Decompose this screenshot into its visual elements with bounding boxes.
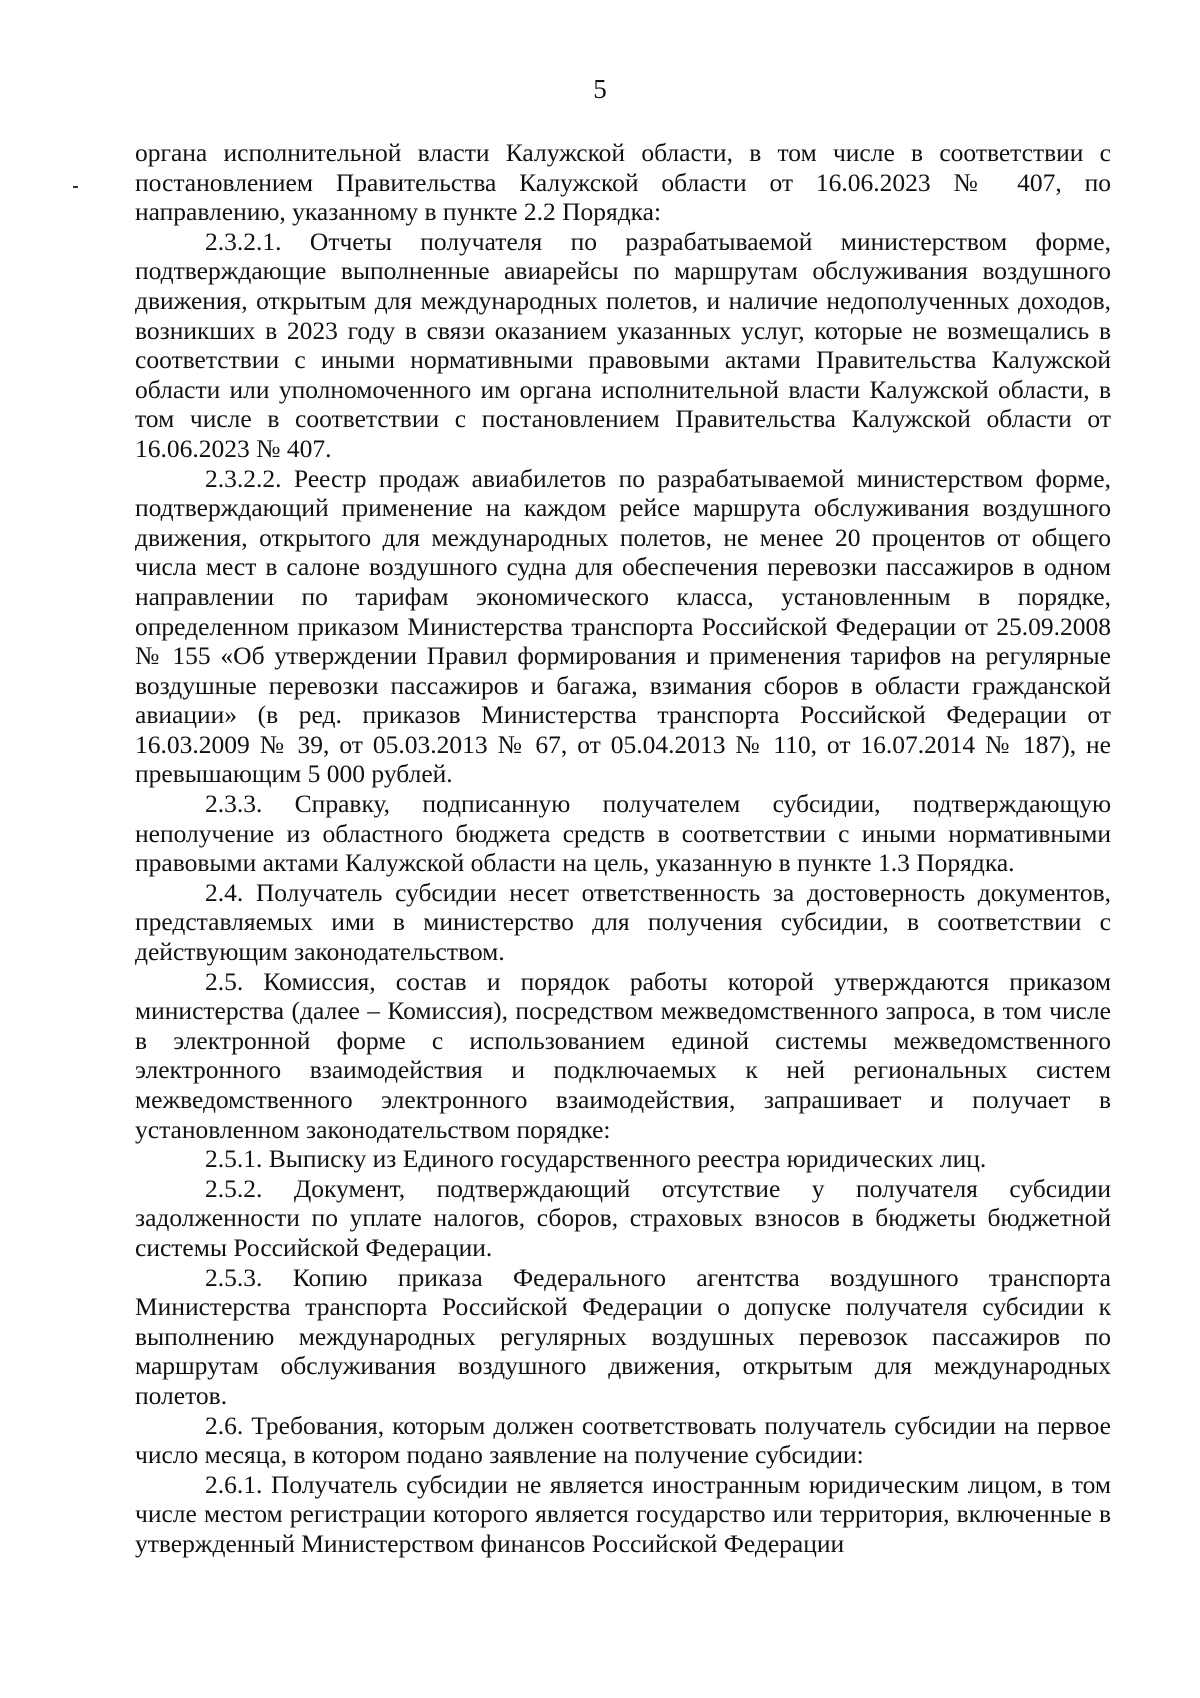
paragraph-continuation: органа исполнительной власти Калужской области, в том числе в соответствии с постановлением Правительства Калужской области от 16.06.2023 № 407, по направлению, указанному в пункте 2.2 Порядка: — [135, 138, 1111, 227]
scan-mark — [73, 186, 78, 188]
paragraph-2-6-1: 2.6.1. Получатель субсидии не является иностранным юридическим лицом, в том числе местом регистрации которого является государство или территория, включенные в утвержденный Министерством финансов Российской Федерации — [135, 1469, 1111, 1558]
paragraph-2-5-3: 2.5.3. Копию приказа Федерального агентства воздушного транспорта Министерства транспорта Российской Федерации о допуске получателя субсидии к выполнению международных регулярных воздушных перевозок пассажиров по маршрутам обслуживания воздушного движения, открытым для международных полетов. — [135, 1262, 1111, 1410]
paragraph-2-4: 2.4. Получатель субсидии несет ответственность за достоверность документов, представляемых ими в министерство для получения субсидии, в соответствии с действующим законодательством. — [135, 877, 1111, 967]
paragraph-2-5-1: 2.5.1. Выписку из Единого государственного реестра юридических лиц. — [205, 1144, 987, 1174]
paragraph-2-3-2-2: 2.3.2.2. Реестр продаж авиабилетов по разрабатываемой министерством форме, подтверждающий применение на каждом рейсе маршрута обслуживания воздушного движения, открытого для международных полетов, не менее 20 процентов от общего числа мест в салоне воздушного судна для обеспечения перевозки пассажиров в одном направлении по тарифам экономического класса, установленным в порядке, определенном приказом Министерства транспорта Российской Федерации от 25.09.2008 № 155 «Об утверждении Правил формирования и применения тарифов на регулярные воздушные перевозки пассажиров и багажа, взимания сборов в области гражданской авиации» (в ред. приказов Министерства транспорта Российской Федерации от 16.03.2009 № 39, от 05.03.2013 № 67, от 05.04.2013 № 110, от 16.07.2014 № 187), не превышающим 5 000 рублей. — [135, 463, 1111, 789]
paragraph-2-6: 2.6. Требования, которым должен соответствовать получатель субсидии на первое число месяца, в котором подано заявление на получение субсидии: — [135, 1410, 1111, 1470]
paragraph-2-3-3: 2.3.3. Справку, подписанную получателем субсидии, подтверждающую неполучение из областного бюджета средств в соответствии с иными нормативными правовыми актами Калужской области на цель, указанную в пункте 1.3 Порядка. — [135, 789, 1111, 878]
paragraph-2-3-2-1: 2.3.2.1. Отчеты получателя по разрабатываемой министерством форме, подтверждающие выполненные авиарейсы по маршрутам обслуживания воздушного движения, открытым для международных полетов, и наличие недополученных доходов, возникших в 2023 году в связи оказанием указанных услуг, которые не возмещались в соответствии с иными нормативными правовыми актами Правительства Калужской области или уполномоченного им органа исполнительной власти Калужской области, в том числе в соответствии с постановлением Правительства Калужской области от 16.06.2023 № 407. — [135, 226, 1111, 463]
page-number: 5 — [593, 74, 607, 104]
paragraph-2-5: 2.5. Комиссия, состав и порядок работы которой утверждаются приказом министерства (далее – Комиссия), посредством межведомственного запроса, в том числе в электронной форме с использованием единой системы межведомственного электронного взаимодействия и подключаемых к ней региональных систем межведомственного электронного взаимодействия, запрашивает и получает в установленном законодательством порядке: — [135, 966, 1111, 1144]
document-body — [135, 138, 1111, 1559]
paragraph-2-5-2: 2.5.2. Документ, подтверждающий отсутствие у получателя субсидии задолженности по уплате налогов, сборов, страховых взносов в бюджеты бюджетной системы Российской Федерации. — [135, 1173, 1111, 1262]
